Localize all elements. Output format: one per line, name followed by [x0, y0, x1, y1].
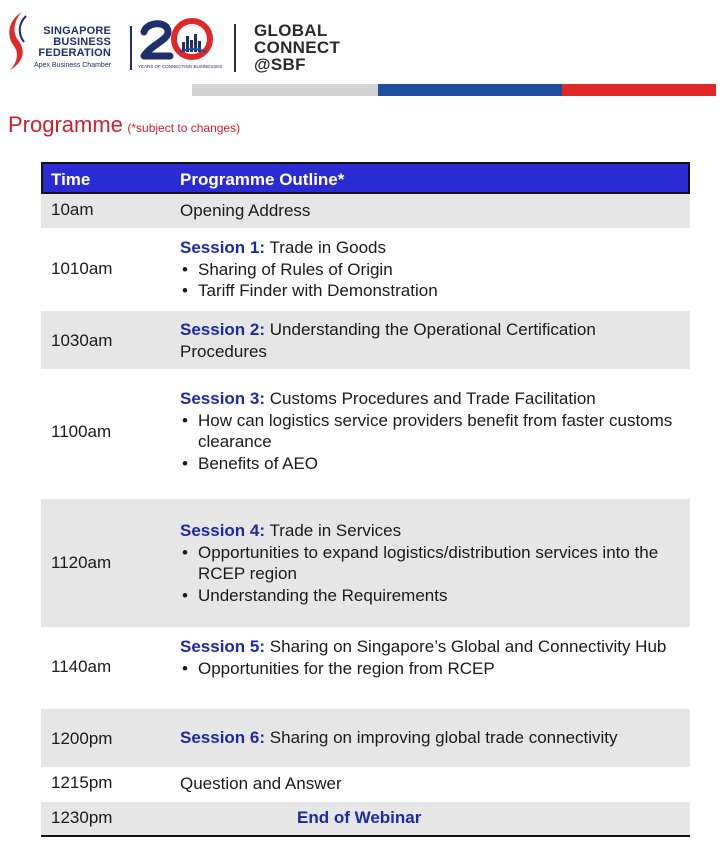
sbf-logo-line3: FEDERATION — [38, 47, 112, 59]
table-row — [41, 228, 690, 311]
row-time: 10am — [51, 200, 94, 219]
logo-divider — [130, 26, 132, 70]
header-bar-blue — [378, 84, 562, 96]
session-title: Trade in Goods — [265, 238, 387, 257]
bullet-item: • Tariff Finder with Demonstration — [180, 280, 682, 302]
row-time: 1140am — [51, 657, 112, 676]
global-connect-logo — [254, 22, 340, 73]
bullet-item: • Sharing of Rules of Origin — [180, 259, 682, 281]
page-header — [0, 0, 720, 100]
session-title: Sharing on Singapore’s Global and Connectivity Hub — [265, 637, 667, 656]
session-title: Understanding the Operational Certification Procedures — [180, 320, 596, 361]
gc-logo-line3: @SBF — [254, 55, 306, 74]
programme-heading — [8, 112, 240, 138]
table-row — [41, 311, 690, 369]
header-bar-red — [562, 84, 716, 96]
session-label: Session 3: — [180, 389, 266, 408]
row-time: 1200pm — [51, 729, 113, 748]
sbf-logo-tagline: Apex Business Chamber — [34, 62, 112, 69]
table-row — [41, 627, 690, 709]
bullet-item: • Understanding the Requirements — [180, 585, 682, 607]
anniversary-logo — [138, 14, 223, 72]
bullet-item: • Benefits of AEO — [180, 453, 682, 475]
session-title: Sharing on improving global trade connectivity — [265, 728, 618, 747]
session-label: Session 6: — [180, 728, 266, 747]
sbf-swoosh-icon — [4, 10, 34, 72]
header-time: Time — [51, 170, 91, 189]
row-time: 1010am — [51, 259, 113, 278]
table-row — [41, 767, 690, 802]
anniversary-tagline: YEARS OF CONNECTING BUSINESSES — [138, 64, 223, 69]
programme-title: Programme — [8, 112, 123, 137]
bullet-item: • How can logistics service providers benefit from faster customs clearance — [180, 410, 682, 453]
bullet-item: • Opportunities for the region from RCEP — [180, 658, 682, 680]
row-time: 1120am — [51, 553, 112, 572]
row-text: Question and Answer — [180, 774, 342, 793]
session-title: Trade in Services — [265, 521, 402, 540]
table-row — [41, 709, 690, 767]
programme-table — [41, 162, 690, 835]
gc-logo-line2: CONNECT — [254, 38, 341, 57]
programme-note: (*subject to changes) — [127, 121, 241, 135]
session-label: Session 2: — [180, 320, 266, 339]
header-bar-grey — [192, 84, 378, 96]
row-time: 1230pm — [51, 808, 113, 827]
table-bottom-rule — [41, 835, 690, 837]
table-row — [41, 194, 690, 228]
session-label: Session 1: — [180, 238, 266, 257]
bullet-item: • Opportunities to expand logistics/distribution services into the RCEP region — [180, 542, 682, 585]
session-label: Session 4: — [180, 521, 266, 540]
row-time: 1215pm — [51, 773, 113, 792]
row-time: 1030am — [51, 331, 113, 350]
twenty-years-emblem-icon — [138, 14, 216, 64]
table-row — [41, 369, 690, 499]
logo-divider-2 — [234, 24, 236, 72]
sbf-logo-line1: SINGAPORE — [43, 25, 112, 37]
row-text: Opening Address — [180, 201, 311, 220]
sbf-logo-line2: BUSINESS — [53, 36, 112, 48]
sbf-logo — [4, 10, 126, 72]
row-time: 1100am — [51, 422, 112, 441]
end-of-webinar: End of Webinar — [297, 808, 422, 827]
table-header — [41, 162, 690, 194]
table-row — [41, 499, 690, 627]
session-title: Customs Procedures and Trade Facilitation — [265, 389, 596, 408]
gc-logo-line1: GLOBAL — [254, 21, 328, 40]
header-outline: Programme Outline* — [180, 170, 345, 189]
session-label: Session 5: — [180, 637, 266, 656]
table-row — [41, 802, 690, 835]
